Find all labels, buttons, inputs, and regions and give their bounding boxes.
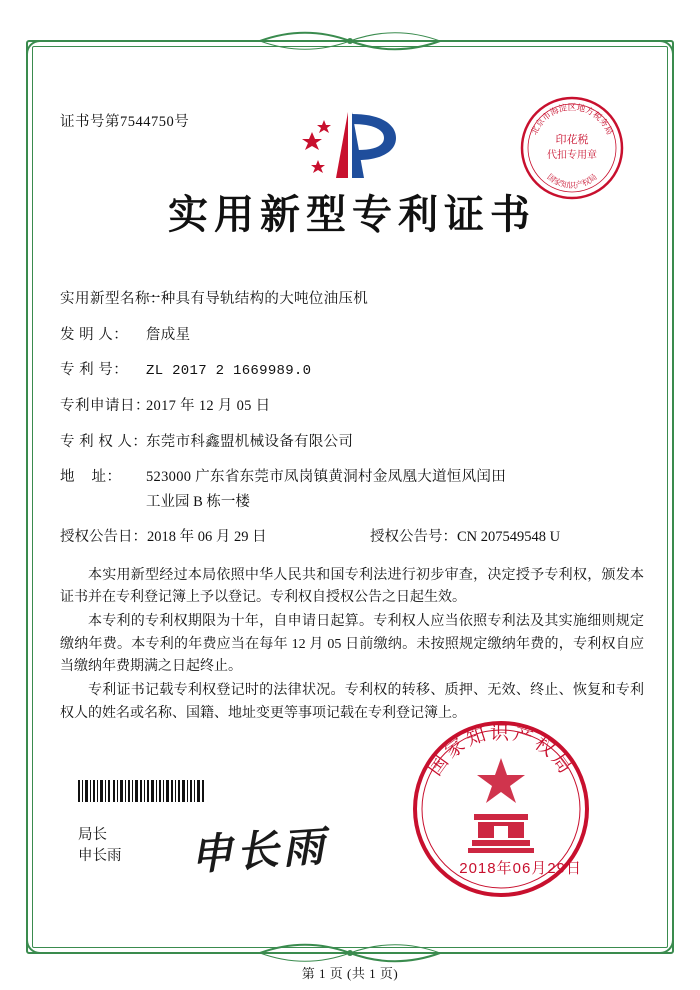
page-title: 实用新型专利证书 <box>168 192 536 237</box>
paragraph-1: 本实用新型经过本局依照中华人民共和国专利法进行初步审查，决定授予专利权，颁发本证书并在专利登记簿上予以登记。专利权自授权公告之日起生效。 <box>60 567 644 606</box>
svg-text:北京市海淀区地方税务局: 北京市海淀区地方税务局 <box>528 102 616 137</box>
signature-role: 局长 <box>78 826 107 843</box>
field-row-address <box>60 470 644 485</box>
field-label: 实用新型名称： <box>60 291 165 307</box>
field-row-inventor <box>60 328 644 343</box>
signature-block <box>78 825 122 869</box>
field-label: 专 利 号： <box>60 362 129 378</box>
legal-text-block <box>60 565 644 726</box>
field-label: 发 明 人： <box>60 326 129 343</box>
field-value: 詹成星 <box>146 326 191 343</box>
svg-text:国家知识产权局: 国家知识产权局 <box>424 723 578 780</box>
page-footer: 第 1 页 (共 1 页) <box>301 966 399 981</box>
svg-text:国家知识产权局: 国家知识产权局 <box>545 172 599 190</box>
paragraph-3: 专利证书记载专利权登记时的法律状况。专利权的转移、质押、无效、终止、恢复和专利权人的姓名或名称、国籍、地址变更等事项记载在专利登记簿上。 <box>60 682 644 721</box>
svg-text:印花税: 印花税 <box>555 134 589 146</box>
barcode <box>78 780 206 802</box>
handwritten-signature: 申长雨 <box>188 824 330 880</box>
certificate-number: 证书号第7544750号 <box>60 114 190 130</box>
grant-number-label: 授权公告号： <box>370 529 457 545</box>
field-value: 2017 年 12 月 05 日 <box>146 398 271 414</box>
field-row-utility-model-name <box>60 292 644 307</box>
patent-office-logo-icon <box>292 108 412 182</box>
grant-date <box>60 530 370 545</box>
seal-date: 2018年06月29日 <box>459 860 582 877</box>
certificate-content <box>60 70 644 930</box>
field-label: 地 址： <box>60 469 122 485</box>
grant-number <box>370 530 644 545</box>
ornament-top-icon <box>250 28 450 54</box>
field-row-patent-number <box>60 363 644 378</box>
field-list <box>60 292 644 545</box>
field-row-patentee <box>60 435 644 450</box>
signature-name: 申长雨 <box>78 848 122 865</box>
address-line-2: 工业园 B 栋一楼 <box>146 493 250 510</box>
field-label: 专利申请日： <box>60 398 150 414</box>
grant-date-value: 2018 年 06 月 29 日 <box>147 529 267 545</box>
paragraph-2: 本专利的专利权期限为十年，自申请日起算。专利权人应当依照专利法及其实施细则规定缴纳年费。本专利的年费应当在每年 12 月 05 日前缴纳。未按照规定缴纳年费的，专利权自应当缴纳年费期满之日起终止。 <box>60 613 644 675</box>
field-value: 一种具有导轨结构的大吨位油压机 <box>146 291 368 307</box>
grant-info-row <box>60 530 644 545</box>
field-value: 523000 广东省东莞市凤岗镇黄洞村金凤凰大道恒风闰田 <box>146 469 507 485</box>
grant-date-label: 授权公告日： <box>60 529 147 545</box>
field-row-application-date <box>60 399 644 414</box>
field-value: ZL 2017 2 1669989.0 <box>146 363 312 379</box>
field-value: 东莞市科鑫盟机械设备有限公司 <box>146 433 354 450</box>
grant-number-value: CN 207549548 U <box>457 529 561 545</box>
tax-stamp <box>518 94 626 202</box>
field-label: 专 利 权 人： <box>60 433 148 450</box>
svg-text:代扣专用章: 代扣专用章 <box>547 150 597 161</box>
